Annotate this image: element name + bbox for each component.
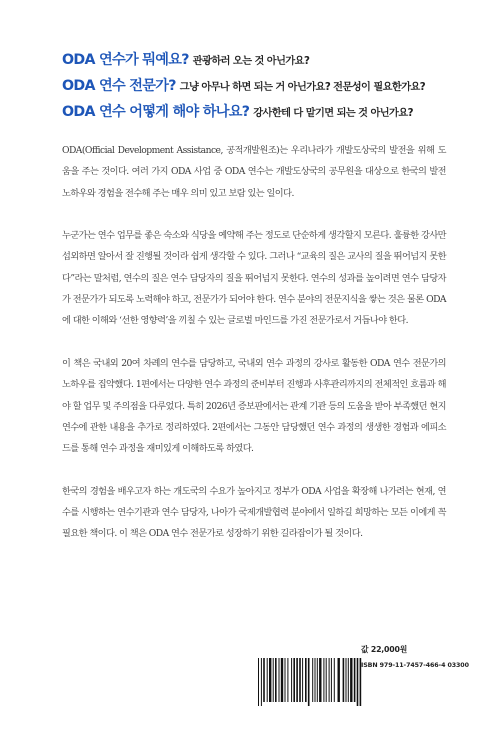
barcode-bar (354, 658, 356, 702)
blurb-paragraph-2: 누군가는 연수 업무를 좋은 숙소와 식당을 예약해 주는 정도로 단순하게 생각할지 모른다. 훌륭한 강사만 섭외하면 알아서 잘 진행될 것이라 쉽게 생각할 수 있다. 그러나 “교육의 질은 교사의 질을 뛰어넘지 못한다”라는 말처럼, 연수의 질은 연수 담당자의 질을 뛰어넘지 못한다. 연수의 성과를 높이려면 연수 담당자가 전문가가 되도록 노력해야 하고, 전문가가 되어야 한다. 연수 분야의 전문지식을 쌓는 것은 물론 ODA에 대한 이해와 ‘선한 영향력’을 끼칠 수 있는 글로벌 마인드를 가진 전문가로서 거듭나야 한다. (62, 230, 446, 327)
barcode-bar (267, 658, 268, 702)
barcode-bar (258, 658, 259, 706)
blurb-paragraph-4: 한국의 경험을 배우고자 하는 개도국의 수요가 높아지고 정부가 ODA 사업을 확장해 나가려는 현재, 연수를 시행하는 연수기관과 연수 담당자, 나아가 국제개발협력 분야에서 일하길 희망하는 모든 이에게 꼭 필요한 책이다. 이 책은 ODA 연수 전문가로 성장하기 위한 길라잡이가 될 것이다. (62, 485, 446, 540)
barcode-bar (273, 658, 274, 702)
barcode-bar (346, 658, 347, 702)
barcode-bar (269, 658, 271, 702)
headline-question: ODA 연수 어떻게 해야 하나요? (62, 104, 250, 120)
isbn-barcode (254, 655, 364, 709)
barcode-bar (308, 658, 310, 706)
isbn-label: ISBN 979-11-7457-466-4 03300 (361, 662, 469, 669)
barcode-bar (323, 658, 324, 702)
barcode-bar (281, 658, 283, 702)
headline-1 (62, 46, 482, 72)
blurb-paragraph-1: ODA(Official Development Assistance, 공적개발원조)는 우리나라가 개발도상국의 발전을 위해 도움을 주는 것이다. 여러 가지 ODA 사업 중 ODA 연수는 개발도상국의 공무원을 대상으로 한국의 발전 노하우와 경험을 전수해 주는 매우 의미 있고 보람 있는 일이다. (62, 145, 446, 199)
barcode-bar (348, 658, 349, 702)
barcode-bar (296, 658, 298, 702)
barcode-bar (291, 658, 292, 702)
barcode-bar (302, 658, 303, 702)
headline-question: ODA 연수 전문가? (62, 78, 176, 94)
barcode-bar (305, 658, 307, 702)
barcode-bar (334, 658, 335, 702)
barcode-bar (357, 658, 359, 706)
barcode-bar (319, 658, 321, 702)
barcode-bar (317, 658, 318, 702)
headline-2 (62, 72, 482, 98)
price-label: 값 22,000원 (361, 645, 408, 654)
barcode-bar (343, 658, 345, 702)
headline-answer: 강사한테 다 맡기면 되는 것 아닌가요? (253, 108, 413, 119)
barcode-bar (315, 658, 316, 702)
headline-3 (62, 98, 482, 124)
barcode-bar (329, 658, 330, 702)
barcode-bar (263, 658, 265, 702)
barcode-bar (275, 658, 277, 702)
barcode-bar (338, 658, 340, 702)
blurb-body (62, 140, 446, 545)
barcode-bar (299, 658, 301, 702)
barcode-bar (331, 658, 332, 702)
barcode-bar (261, 658, 262, 706)
back-cover-headlines (62, 46, 482, 124)
barcode-bar (279, 658, 280, 702)
barcode-bar (293, 658, 295, 702)
barcode-bar (312, 658, 313, 702)
headline-answer: 관광하러 오는 것 아닌가요? (192, 56, 310, 67)
barcode-bar (285, 658, 286, 702)
barcode-bar (350, 658, 352, 702)
barcode-bar (326, 658, 327, 702)
blurb-paragraph-3: 이 책은 국내외 20여 차례의 연수를 담당하고, 국내외 연수 과정의 강사로 활동한 ODA 연수 전문가의 노하우를 집약했다. 1편에서는 다양한 연수 과정의 준비부터 진행과 사후관리까지의 전체적인 흐름과 해야 할 업무 및 주의점을 다루었다. 특히 2026년 증보판에서는 관계 기관 등의 도움을 받아 부족했던 현지연수에 관한 내용을 추가로 정리하였다. 2편에서는 그동안 담당했던 연수 과정의 생생한 경험과 에피소드를 통해 연수 과정을 재미있게 이해하도록 하였다. (62, 357, 446, 455)
headline-question: ODA 연수가 뭐예요? (62, 52, 189, 68)
barcode-bar (287, 658, 288, 702)
headline-answer: 그냥 아무나 하면 되는 거 아닌가요? 전문성이 필요한가요? (179, 82, 426, 93)
barcode-graphic (254, 655, 364, 709)
